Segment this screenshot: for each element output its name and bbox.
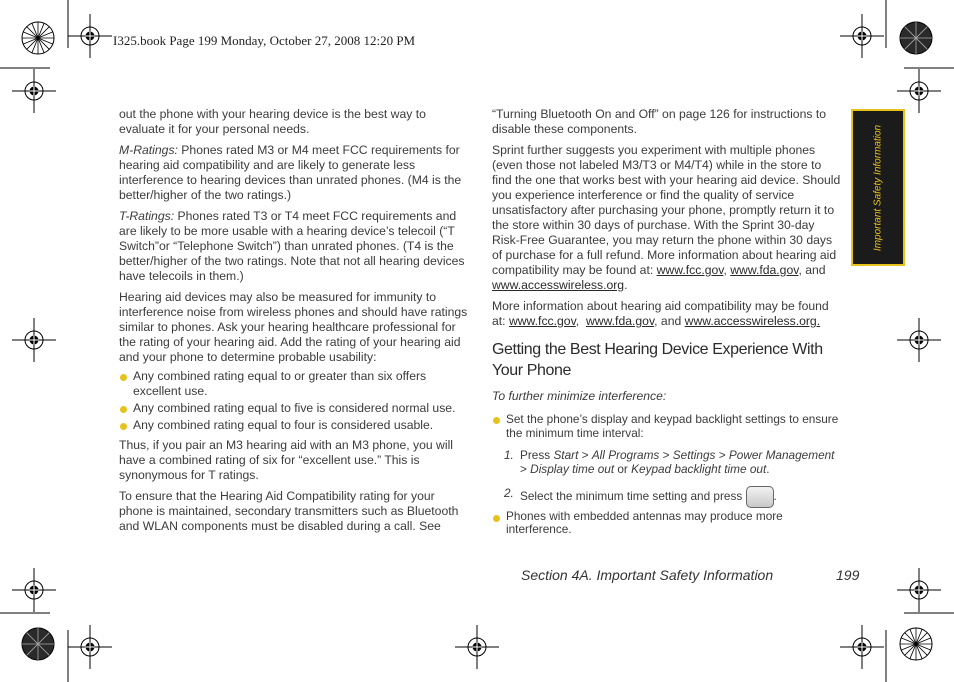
step-text: . xyxy=(766,462,770,476)
step-number: 1. xyxy=(504,448,514,462)
period-text: . xyxy=(624,278,628,292)
paragraph-text: More information about hearing aid compatibility may be found at: xyxy=(492,299,829,328)
menu-settings: Settings xyxy=(672,448,716,462)
menu-keypad-backlight: Keypad backlight time out xyxy=(631,462,767,476)
list-item xyxy=(119,418,471,433)
step-text: or xyxy=(614,462,632,476)
menu-all-programs: All Programs xyxy=(591,448,660,462)
paragraph: To ensure that the Hearing Aid Compatibility rating for your phone is maintained, secondary transmitters such as Bluetooth and WLAN components must be disabled during a call. See xyxy=(119,489,459,533)
step-2 xyxy=(492,486,844,508)
step-text: Select the minimum time setting and press xyxy=(520,489,746,504)
menu-separator: > xyxy=(520,462,531,476)
list-item xyxy=(492,412,844,440)
menu-display-time-out: Display time out xyxy=(530,462,615,476)
page-number: 199 xyxy=(836,567,860,583)
menu-separator: > xyxy=(659,448,673,462)
separator-text: , xyxy=(575,314,586,328)
step-text: . xyxy=(773,489,777,504)
fda-link[interactable]: www.fda.gov xyxy=(730,263,799,277)
sprint-suggestion-paragraph xyxy=(492,143,844,293)
bullet-dot-icon xyxy=(120,423,127,430)
separator-text: , xyxy=(723,263,731,277)
step-1 xyxy=(492,448,844,476)
m-ratings-paragraph xyxy=(119,143,471,203)
paragraph-text: Sprint further suggests you experiment with multiple phones (even those not labeled M3/T3 or M4/T4) while in the store to find the one that works best with your hearing aid device. Should you experience interference or find the quality of service unsatisfactory after purchasing your phone, promptly return it to the store within 30 days of purchase. With the Sprint 30-day Risk-Free Guarantee, you may return the phone within 30 days of purchase for a full refund. More information about hearing aid compatibility may be found at: xyxy=(492,143,841,277)
book-page-header: I325.book Page 199 Monday, October 27, 2008 12:20 PM xyxy=(113,33,416,48)
list-item xyxy=(119,369,471,399)
paragraph: “Turning Bluetooth On and Off” on page 126 for instructions to disable these components. xyxy=(492,107,827,136)
menu-separator: > xyxy=(578,448,592,462)
m-ratings-label: M-Ratings: xyxy=(119,143,178,157)
separator-text: , and xyxy=(654,314,685,328)
paragraph: Thus, if you pair an M3 hearing aid with an M3 phone, you will have a combined rating of six for “excellent use.” This is synonymous for T ratings. xyxy=(119,438,453,482)
t-ratings-text: Phones rated T3 or T4 meet FCC requirements and are likely to be more usable with a hearing device’s telecoil (“T Switch”or “Telephone Switch”) than unrated phones. (T4 is the better/higher of the two ratings. Note that not all hearing devices have telecoils in them.) xyxy=(119,209,465,283)
bullet-dot-icon xyxy=(120,406,127,413)
more-info-paragraph xyxy=(492,299,844,329)
bullet-text: Any combined rating equal to or greater than six offers excellent use. xyxy=(133,369,427,398)
right-column xyxy=(492,107,844,538)
accesswireless-link[interactable]: www.accesswireless.org xyxy=(492,278,625,292)
side-tab-label: Important Safety Information xyxy=(872,124,884,251)
paragraph: Hearing aid devices may also be measured for immunity to interference noise from wireless phones and should have ratings similar to phones. Ask your hearing healthcare professional for the rating of your hearing aid. Add the rating of your hearing aid and your phone to determine probable usability: xyxy=(119,290,468,364)
separator-text: , and xyxy=(798,263,826,277)
fda-link[interactable]: www.fda.gov xyxy=(585,314,655,328)
t-ratings-label: T-Ratings: xyxy=(119,209,175,223)
paragraph: out the phone with your hearing device is the best way to evaluate it for your personal needs. xyxy=(119,107,426,136)
bullet-text: Any combined rating equal to four is considered usable. xyxy=(133,418,434,432)
t-ratings-paragraph xyxy=(119,209,471,284)
menu-separator: > xyxy=(715,448,729,462)
ok-key-icon xyxy=(746,486,774,508)
step-number: 2. xyxy=(504,486,514,500)
section-side-tab xyxy=(851,109,905,266)
intro-text: To further minimize interference: xyxy=(492,389,667,403)
accesswireless-link[interactable]: www.accesswireless.org. xyxy=(684,314,821,328)
bullet-dot-icon xyxy=(493,515,500,522)
menu-power-management: Power Management xyxy=(728,448,835,462)
bullet-text: Set the phone’s display and keypad backlight settings to ensure the minimum time interval: xyxy=(506,412,839,440)
list-item xyxy=(119,401,471,416)
step-text: Press xyxy=(520,448,554,462)
bullet-dot-icon xyxy=(493,417,500,424)
menu-start: Start xyxy=(553,448,579,462)
list-item xyxy=(492,510,844,536)
fcc-link[interactable]: www.fcc.gov xyxy=(656,263,724,277)
bullet-text: Phones with embedded antennas may produce more interference. xyxy=(506,509,783,536)
bullet-dot-icon xyxy=(120,374,127,381)
m-ratings-text: Phones rated M3 or M4 meet FCC requirements for hearing aid compatibility and are likely to generate less interference to hearing devices than unrated phones. (M4 is the better/higher of the two ratings.) xyxy=(119,143,462,202)
fcc-link[interactable]: www.fcc.gov xyxy=(508,314,576,328)
section-heading: Getting the Best Hearing Device Experience With Your Phone xyxy=(492,341,823,379)
bullet-text: Any combined rating equal to five is considered normal use. xyxy=(133,401,456,415)
left-column xyxy=(119,107,471,540)
footer-section-title: Section 4A. Important Safety Information xyxy=(521,567,774,583)
